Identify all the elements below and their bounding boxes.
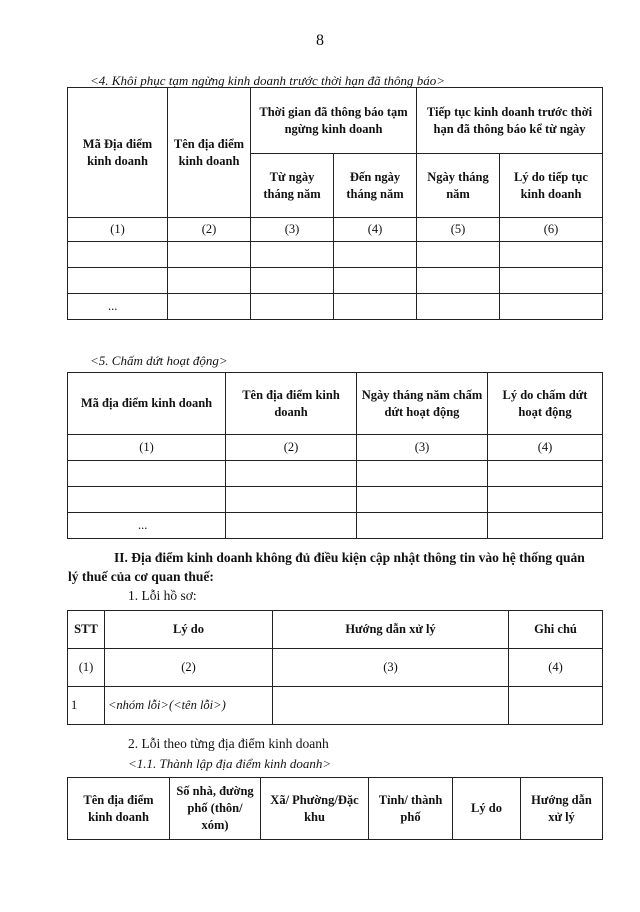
table-row xyxy=(68,294,603,320)
section5-table xyxy=(67,372,603,539)
section2-sub2: 2. Lỗi theo từng địa điểm kinh doanh xyxy=(128,736,329,751)
header-ngay-thang-nam: Ngày tháng năm xyxy=(417,154,500,218)
ellipsis-cell: ... xyxy=(68,513,226,539)
col-number: (1) xyxy=(68,218,168,242)
table-row xyxy=(68,513,603,539)
loi-ho-so-table xyxy=(67,610,603,725)
col-number: (3) xyxy=(273,649,509,687)
table-row xyxy=(68,461,603,487)
section2-heading: II. Địa điểm kinh doanh không đủ điều kiện cập nhật thông tin vào hệ thống quản lý thuế của cơ quan thuế: xyxy=(68,550,585,584)
col-number: (4) xyxy=(488,435,603,461)
header-stt: STT xyxy=(68,611,105,649)
table-row xyxy=(68,242,603,268)
col-number: (2) xyxy=(168,218,251,242)
header-xa-phuong: Xã/ Phường/Đặc khu xyxy=(261,778,369,840)
page-number: 8 xyxy=(316,32,324,49)
header-den-ngay: Đến ngày tháng năm xyxy=(334,154,417,218)
header-ly-do: Lý do xyxy=(105,611,273,649)
col-number: (5) xyxy=(417,218,500,242)
header-ten-dia-diem: Tên địa điểm kinh doanh xyxy=(226,373,357,435)
header-ma-dia-diem: Mã địa điểm kinh doanh xyxy=(68,373,226,435)
col-number: (4) xyxy=(334,218,417,242)
section4-table xyxy=(67,87,603,320)
header-ghi-chu: Ghi chú xyxy=(509,611,603,649)
col-number: (2) xyxy=(105,649,273,687)
section4-caption: <4. Khôi phục tạm ngừng kinh doanh trước thời hạn đã thông báo> xyxy=(90,73,446,88)
section11-caption: <1.1. Thành lập địa điểm kinh doanh> xyxy=(128,756,332,771)
header-ngay-cham-dut: Ngày tháng năm chấm dứt hoạt động xyxy=(357,373,488,435)
thanh-lap-table xyxy=(67,777,603,840)
table-row xyxy=(68,687,603,725)
row-reason: <nhóm lỗi>(<tên lỗi>) xyxy=(105,687,273,725)
header-huong-dan: Hướng dẫn xử lý xyxy=(273,611,509,649)
ellipsis-cell: ... xyxy=(68,294,168,320)
header-ly-do-tiep-tuc: Lý do tiếp tục kinh doanh xyxy=(500,154,603,218)
col-number: (4) xyxy=(509,649,603,687)
table-row xyxy=(68,268,603,294)
section5-caption: <5. Chấm dứt hoạt động> xyxy=(90,353,228,368)
header-huong-dan: Hướng dẫn xử lý xyxy=(521,778,603,840)
header-tinh: Tỉnh/ thành phố xyxy=(369,778,453,840)
header-ly-do-cham-dut: Lý do chấm dứt hoạt động xyxy=(488,373,603,435)
header-tu-ngay: Từ ngày tháng năm xyxy=(251,154,334,218)
header-ten-dia-diem: Tên địa điểm kinh doanh xyxy=(68,778,170,840)
col-number: (3) xyxy=(251,218,334,242)
header-thoi-gian-tam-ngung: Thời gian đã thông báo tạm ngừng kinh doanh xyxy=(251,88,417,154)
section2-sub1: 1. Lỗi hồ sơ: xyxy=(128,588,197,603)
col-number: (3) xyxy=(357,435,488,461)
col-number: (1) xyxy=(68,649,105,687)
col-number: (2) xyxy=(226,435,357,461)
header-ly-do: Lý do xyxy=(453,778,521,840)
header-ten-dia-diem: Tên địa điểm kinh doanh xyxy=(168,88,251,218)
table-row xyxy=(68,487,603,513)
col-number: (6) xyxy=(500,218,603,242)
row-stt: 1 xyxy=(68,687,105,725)
header-so-nha: Số nhà, đường phố (thôn/ xóm) xyxy=(170,778,261,840)
header-tiep-tuc-kinh-doanh: Tiếp tục kinh doanh trước thời hạn đã thông báo kể từ ngày xyxy=(417,88,603,154)
header-ma-dia-diem: Mã Địa điểm kinh doanh xyxy=(68,88,168,218)
col-number: (1) xyxy=(68,435,226,461)
